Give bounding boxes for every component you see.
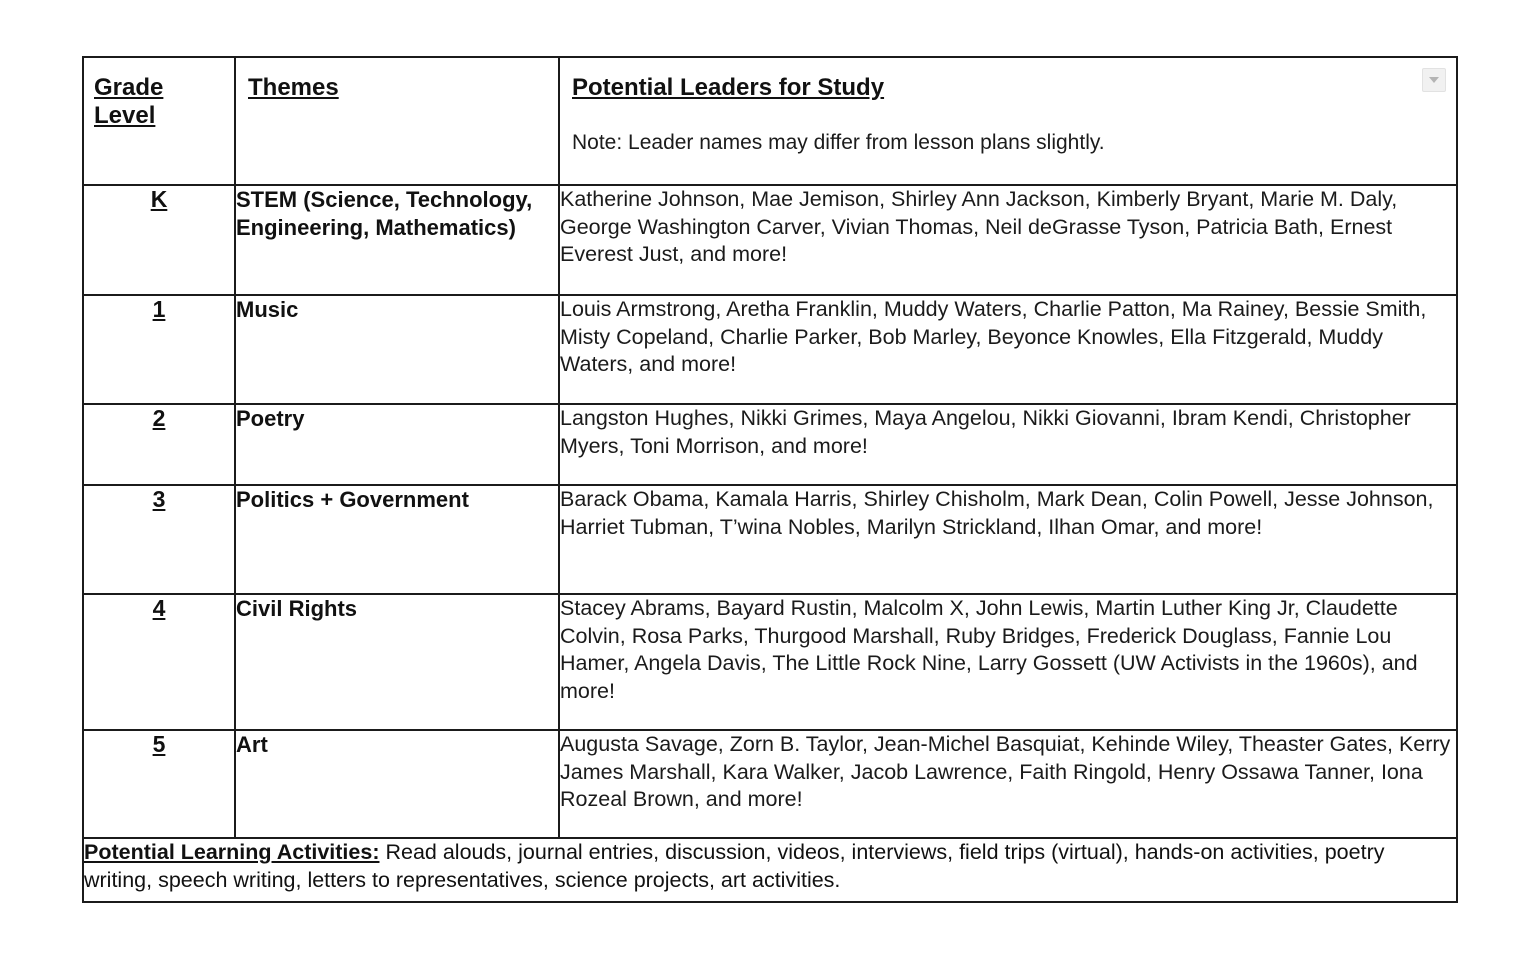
cell-leaders: Barack Obama, Kamala Harris, Shirley Chisholm, Mark Dean, Colin Powell, Jesse Johnson, Harriet Tubman, T’wina Nobles, Marilyn Strickland, Ilhan Omar, and more! (559, 485, 1457, 594)
cell-learning-activities (83, 838, 1457, 902)
header-grade-level-line1: Grade (94, 74, 164, 101)
header-grade-level-label (84, 58, 234, 131)
learning-activities-label: Potential Learning Activities: (84, 840, 380, 864)
cell-theme: STEM (Science, Technology, Engineering, Mathematics) (235, 185, 559, 295)
cell-theme: Art (235, 730, 559, 838)
table-header-row (83, 57, 1457, 185)
header-grade-level-line2: Level (94, 102, 156, 130)
table-row (83, 485, 1457, 594)
cell-leaders: Katherine Johnson, Mae Jemison, Shirley Ann Jackson, Kimberly Bryant, Marie M. Daly, George Washington Carver, Vivian Thomas, Neil deGrasse Tyson, Patricia Bath, Ernest Everest Just, and more! (559, 185, 1457, 295)
cell-leaders: Stacey Abrams, Bayard Rustin, Malcolm X, John Lewis, Martin Luther King Jr, Claudette Colvin, Rosa Parks, Thurgood Marshall, Ruby Bridges, Frederick Douglass, Fannie Lou Hamer, Angela Davis, The Little Rock Nine, Larry Gossett (UW Activists in the 1960s), and more! (559, 594, 1457, 730)
cell-leaders: Augusta Savage, Zorn B. Taylor, Jean-Michel Basquiat, Kehinde Wiley, Theaster Gates, Kerry James Marshall, Kara Walker, Jacob Lawrence, Faith Ringold, Henry Ossawa Tanner, Iona Rozeal Brown, and more! (559, 730, 1457, 838)
curriculum-table (82, 56, 1458, 903)
cell-leaders: Louis Armstrong, Aretha Franklin, Muddy Waters, Charlie Patton, Ma Rainey, Bessie Smith, Misty Copeland, Charlie Parker, Bob Marley, Beyonce Knowles, Ella Fitzgerald, Muddy Waters, and more! (559, 295, 1457, 404)
header-cell-themes (235, 57, 559, 185)
cell-grade: K (83, 185, 235, 295)
cell-theme: Civil Rights (235, 594, 559, 730)
table-row (83, 295, 1457, 404)
cell-theme: Poetry (235, 404, 559, 485)
cell-grade: 4 (83, 594, 235, 730)
table-row (83, 185, 1457, 295)
header-themes-label: Themes (248, 74, 339, 101)
learning-activities-text: Read alouds, journal entries, discussion, videos, interviews, field trips (virtual), hands-on activities, poetry writing, speech writing, letters to representatives, science projects, art activities. (84, 840, 1385, 892)
table-row (83, 730, 1457, 838)
cell-grade: 1 (83, 295, 235, 404)
cell-grade: 3 (83, 485, 235, 594)
filter-dropdown-icon[interactable] (1422, 68, 1446, 92)
curriculum-table-container (82, 56, 1456, 903)
header-leaders-label: Potential Leaders for Study (572, 74, 885, 101)
header-cell-grade-level (83, 57, 235, 185)
cell-theme: Politics + Government (235, 485, 559, 594)
cell-grade: 2 (83, 404, 235, 485)
header-cell-leaders (559, 57, 1457, 185)
cell-leaders: Langston Hughes, Nikki Grimes, Maya Angelou, Nikki Giovanni, Ibram Kendi, Christopher Myers, Toni Morrison, and more! (559, 404, 1457, 485)
table-footer-row (83, 838, 1457, 902)
cell-theme: Music (235, 295, 559, 404)
header-leaders-note: Note: Leader names may differ from lesson plans slightly. (572, 131, 1105, 155)
table-row (83, 404, 1457, 485)
cell-grade: 5 (83, 730, 235, 838)
table-row (83, 594, 1457, 730)
